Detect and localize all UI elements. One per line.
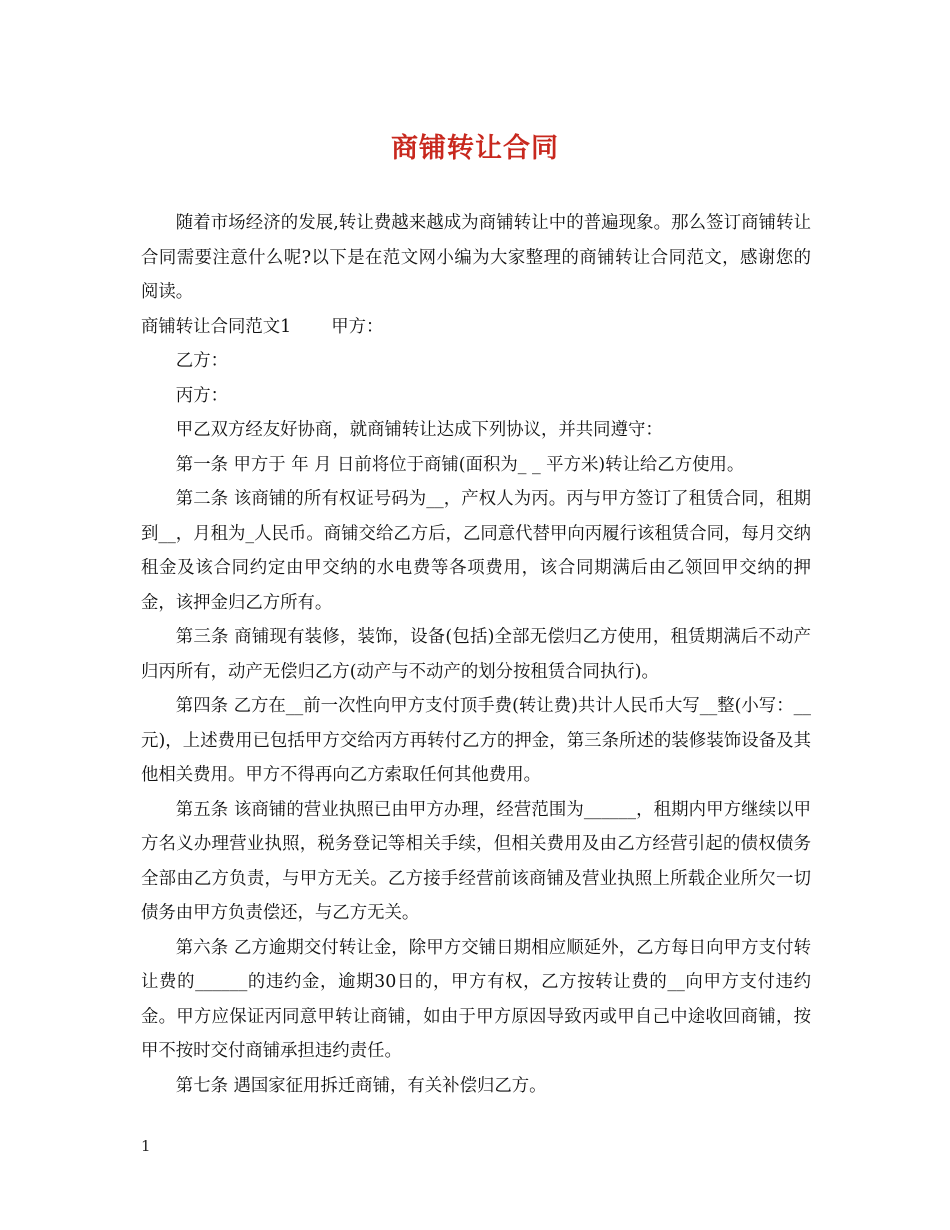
- article-4: 第四条 乙方在__前一次性向甲方支付顶手费(转让费)共计人民币大写__整(小写：__元)，上述费用已包括甲方交给丙方再转付乙方的押金，第三条所述的装修装饰设备及其他相关费用。甲方不得再向乙方索取任何其他费用。: [141, 696, 811, 785]
- party-b-label: 乙方：: [175, 351, 228, 371]
- article-2: 第二条 该商铺的所有权证号码为__，产权人为丙。丙与甲方签订了租赁合同，租期到__，月租为_人民币。商铺交给乙方后，乙同意代替甲向丙履行该租赁合同，每月交纳租金及该合同约定由甲交纳的水电费等各项费用，该合同期满后由乙领回甲交纳的押金，该押金归乙方所有。: [141, 489, 811, 613]
- document-body: [141, 206, 811, 1103]
- article-3: 第三条 商铺现有装修，装饰，设备(包括)全部无偿归乙方使用，租赁期满后不动产归丙所有，动产无偿归乙方(动产与不动产的划分按租赁合同执行)。: [141, 627, 811, 682]
- article-1: 第一条 甲方于 年 月 日前将位于商铺(面积为_ _ 平方米)转让给乙方使用。: [175, 454, 745, 475]
- agreement-line: 甲乙双方经友好协商，就商铺转让达成下列协议，并共同遵守：: [175, 420, 663, 440]
- article-7: 第七条 遇国家征用拆迁商铺，有关补偿归乙方。: [175, 1075, 547, 1096]
- party-a-label: 甲方：: [331, 316, 384, 337]
- intro-paragraph: 随着市场经济的发展,转让费越来越成为商铺转让中的普遍现象。那么签订商铺转让合同需要注意什么呢?以下是在范文网小编为大家整理的商铺转让合同范文，感谢您的阅读。: [141, 213, 811, 302]
- party-c-label: 丙方：: [175, 385, 228, 406]
- document-title: 商铺转让合同: [391, 133, 559, 164]
- sample-heading: 商铺转让合同范文1: [141, 316, 292, 337]
- sample-heading-line: [141, 310, 811, 345]
- article-5: 第五条 该商铺的营业执照已由甲方办理，经营范围为______，租期内甲方继续以甲方名义办理营业执照，税务登记等相关手续，但相关费用及由乙方经营引起的债权债务全部由乙方负责，与甲方无关。乙方接手经营前该商铺及营业执照上所载企业所欠一切债务由甲方负责偿还，与乙方无关。: [141, 799, 811, 923]
- page-number: 1: [141, 1137, 151, 1155]
- article-6: 第六条 乙方逾期交付转让金，除甲方交铺日期相应顺延外，乙方每日向甲方支付转让费的______的违约金，逾期30日的，甲方有权，乙方按转让费的__向甲方支付违约金。甲方应保证丙同意甲转让商铺，如由于甲方原因导致丙或甲自己中途收回商铺，按甲不按时交付商铺承担违约责任。: [141, 937, 811, 1061]
